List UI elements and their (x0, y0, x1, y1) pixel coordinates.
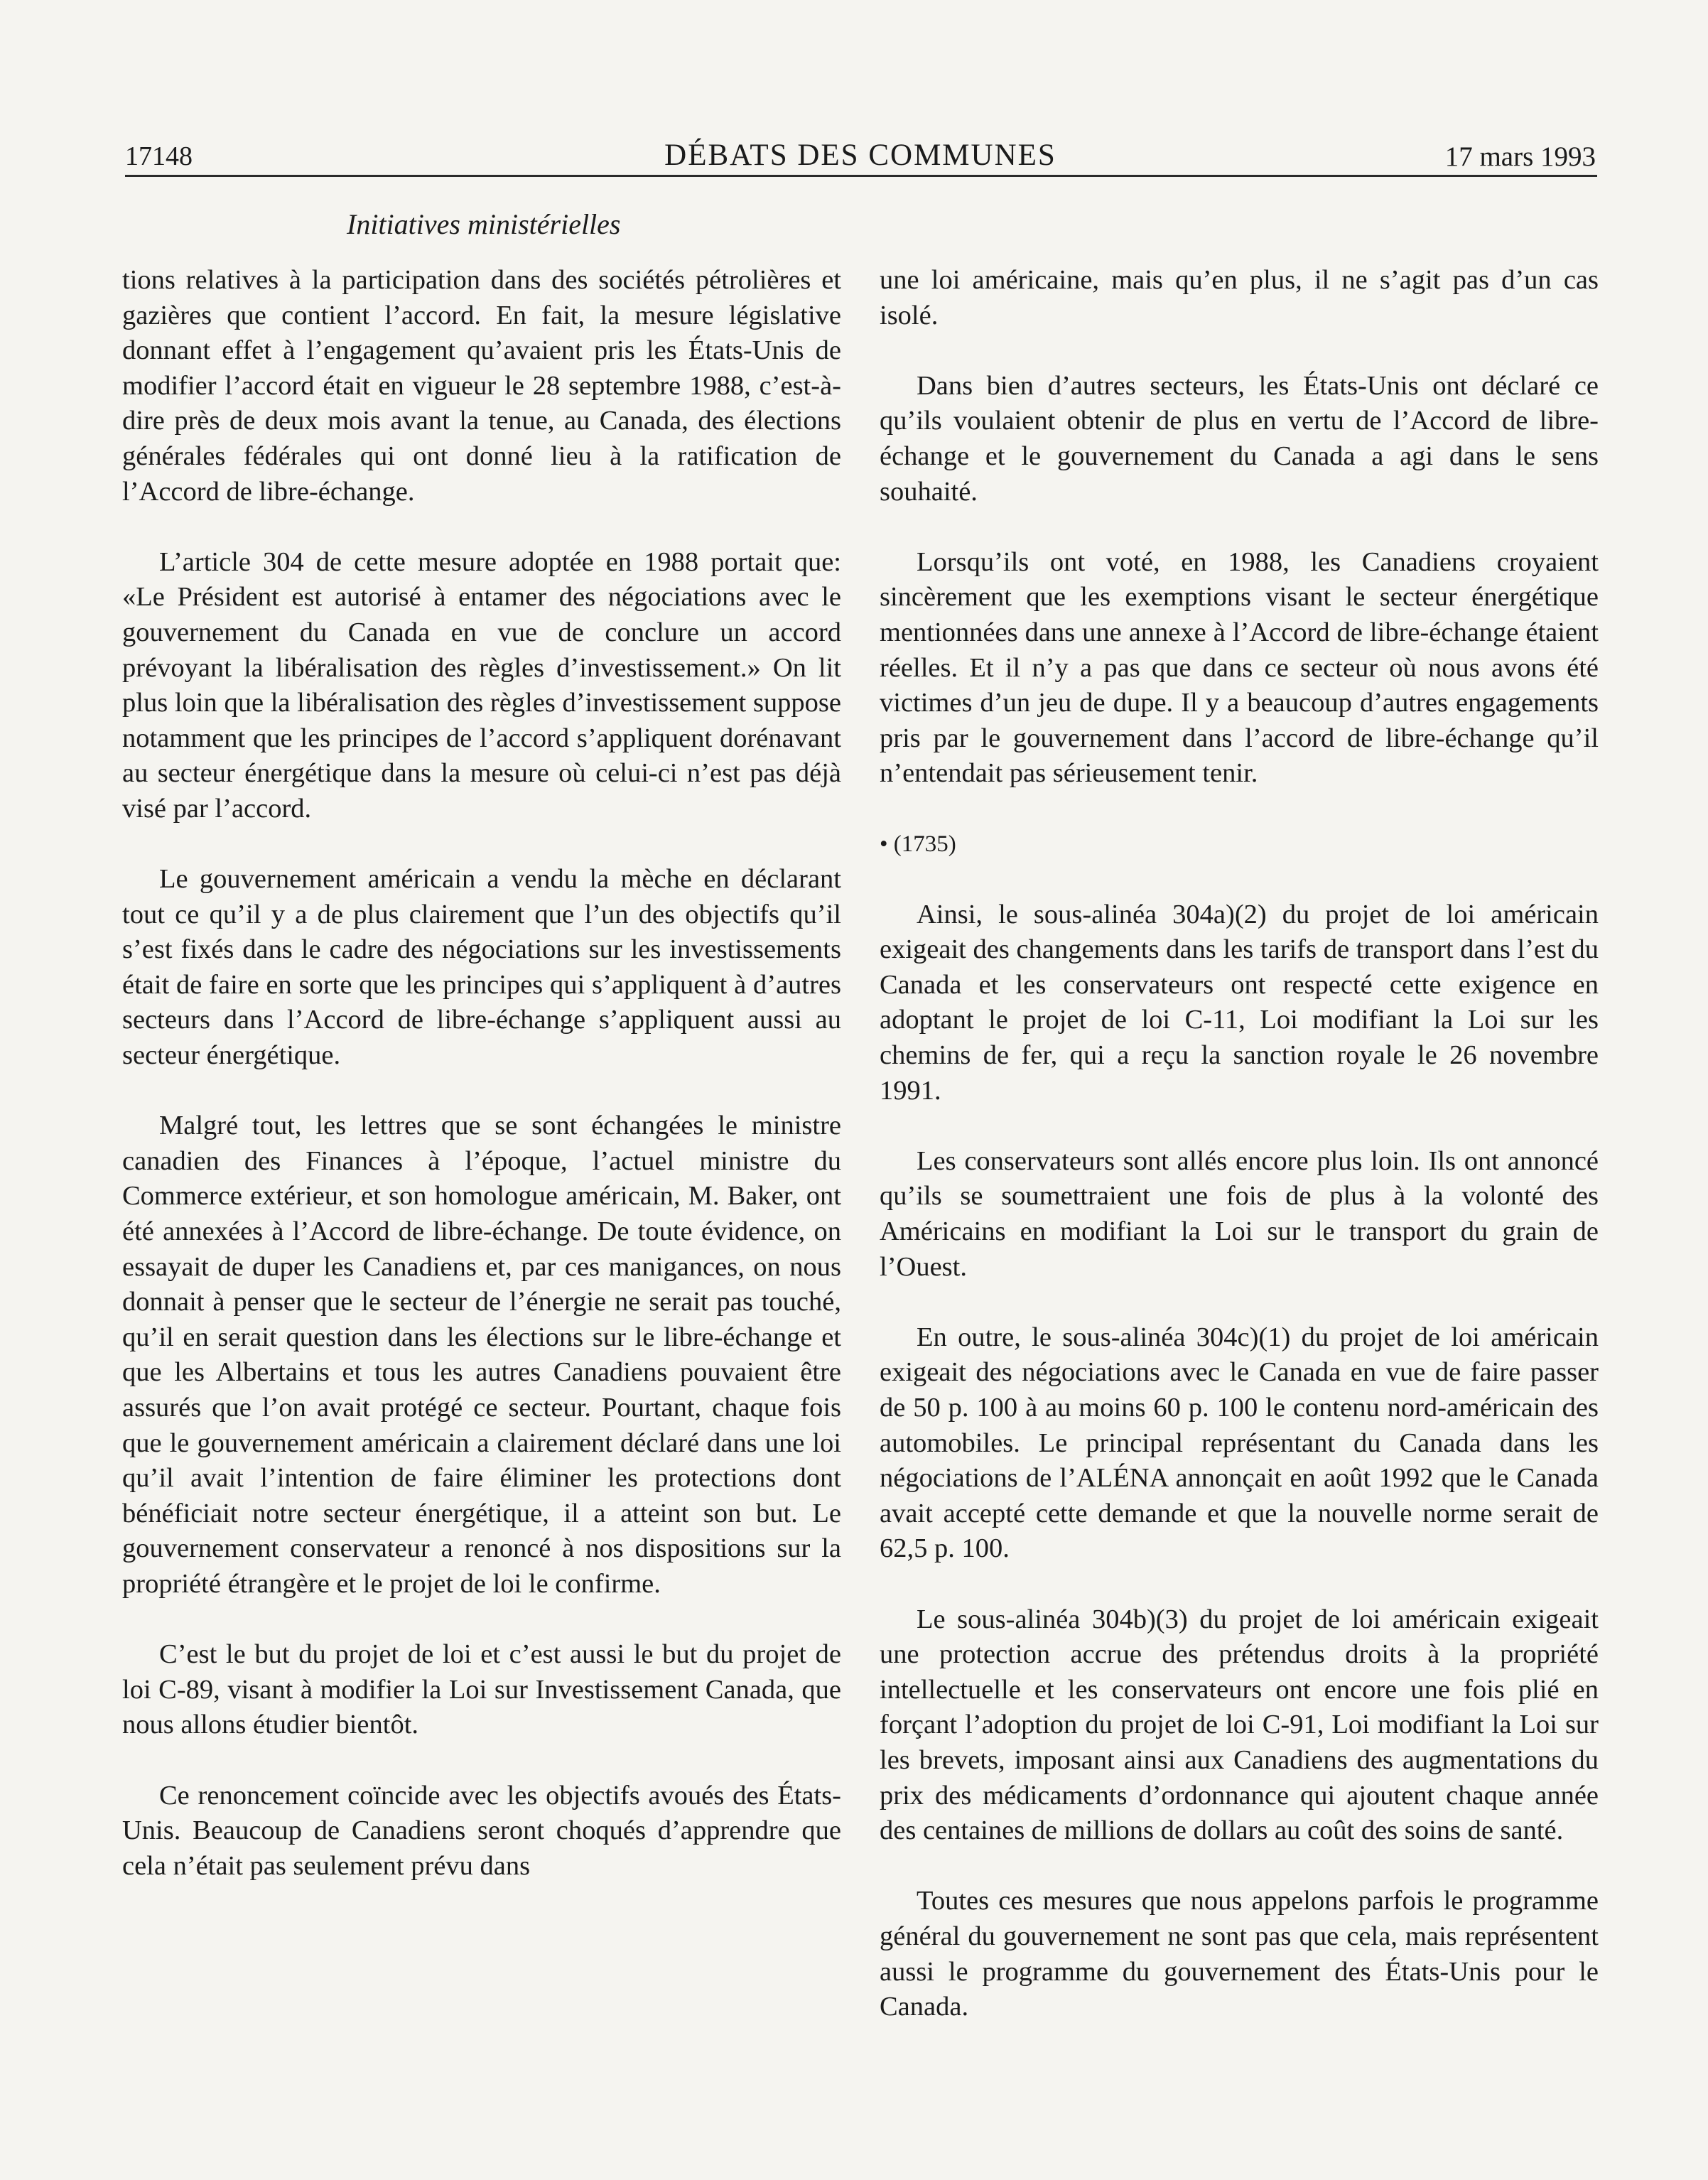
time-marker: • (1735) (880, 831, 956, 857)
paragraph: Ainsi, le sous-alinéa 304a)(2) du projet de loi américain exigeait des changements dans les tarifs de transport dans l’est du Canada et les conservateurs ont respecté cette exigence en adoptant le projet de loi C-11, Loi modifiant la Loi sur les chemins de fer, qui a reçu la sanction royale le 26 novembre 1991. (880, 899, 1599, 1106)
publication-date: 17 mars 1993 (1444, 141, 1596, 172)
paragraph: Malgré tout, les lettres que se sont échangées le ministre canadien des Finances à l’époque, l’actuel ministre du Commerce extérieur, et son homologue américain, M. Baker, ont été annexées à l’Accord de libre-échange. De toute évidence, on essayait de duper les Canadiens et, par ces manigances, on nous donnait à penser que le secteur de l’énergie ne serait pas touché, qu’il en serait question dans les élections sur le libre-échange et que les Albertains et tous les autres Canadiens pouvaient être assurés que l’on avait protégé ce secteur. Pourtant, chaque fois que le gouvernement américain a clairement déclaré dans une loi qu’il avait l’intention de faire éliminer les protections dont bénéficiait notre secteur énergétique, il a atteint son but. Le gouvernement conservateur a renoncé à nos dispositions sur la propriété étrangère et le projet de loi le confirme. (122, 1111, 841, 1599)
paragraph: Lorsqu’ils ont voté, en 1988, les Canadiens croyaient sincèrement que les exemptions visant le secteur énergétique mentionnées dans une annexe à l’Accord de libre-échange étaient réelles. Et il n’y a pas que dans ce secteur où nous avons été victimes d’un jeu de dupe. Il y a beaucoup d’autres engagements pris par le gouvernement dans l’accord de libre-échange qu’il n’entendait pas sérieusement tenir. (880, 546, 1599, 789)
paragraph: une loi américaine, mais qu’en plus, il ne s’agit pas d’un cas isolé. (880, 265, 1599, 330)
paragraph: Les conservateurs sont allés encore plus loin. Ils ont annoncé qu’ils se soumettraient une fois de plus à la volonté des Américains en modifiant la Loi sur le transport du grain de l’Ouest. (880, 1145, 1599, 1282)
paragraph: C’est le but du projet de loi et c’est aussi le but du projet de loi C-89, visant à modifier la Loi sur Investissement Canada, que nous allons étudier bientôt. (122, 1639, 841, 1740)
left-column (122, 263, 841, 1919)
section-title: Initiatives ministérielles (347, 208, 621, 240)
page-number: 17148 (125, 141, 193, 171)
publication-title: DÉBATS DES COMMUNES (664, 139, 1056, 172)
page-header (125, 138, 1596, 180)
paragraph: Dans bien d’autres secteurs, les États-Unis ont déclaré ce qu’ils voulaient obtenir de plus en vertu de l’Accord de libre-échange et le gouvernement du Canada a agi dans le sens souhaité. (880, 370, 1599, 507)
paragraph: En outre, le sous-alinéa 304c)(1) du projet de loi américain exigeait des négociations avec le Canada en vue de faire passer de 50 p. 100 à au moins 60 p. 100 le contenu nord-américain des automobiles. Le principal représentant du Canada dans les négociations de l’ALÉNA annonçait en août 1992 que le Canada avait accepté cette demande et que la nouvelle norme serait de 62,5 p. 100. (880, 1322, 1599, 1564)
paragraph: Toutes ces mesures que nous appelons parfois le programme général du gouvernement ne sont pas que cela, mais représentent aussi le programme du gouvernement des États-Unis pour le Canada. (880, 1886, 1599, 2022)
paragraph: Le sous-alinéa 304b)(3) du projet de loi américain exigeait une protection accrue des prétendus droits à la propriété intellectuelle et les conservateurs ont encore une fois plié en forçant l’adoption du projet de loi C-91, Loi modifiant la Loi sur les brevets, imposant ainsi aux Canadiens des augmentations du prix des médicaments d’ordonnance qui ajoutent chaque année des centaines de millions de dollars au coût des soins de santé. (880, 1604, 1599, 1846)
paragraph: tions relatives à la participation dans des sociétés pétrolières et gazières que contient l’accord. En fait, la mesure législative donnant effet à l’engagement qu’avaient pris les États-Unis de modifier l’accord était en vigueur le 28 septembre 1988, c’est-à-dire près de deux mois avant la tenue, au Canada, des élections générales fédérales qui ont donné lieu à la ratification de l’Accord de libre-échange. (122, 265, 841, 507)
paragraph: Le gouvernement américain a vendu la mèche en déclarant tout ce qu’il y a de plus clairement que l’un des objectifs qu’il s’est fixés dans le cadre des négociations sur les investissements était de faire en sorte que les principes qui s’appliquent à d’autres secteurs dans l’Accord de libre-échange s’appliquent aussi au secteur énergétique. (122, 864, 841, 1071)
paragraph: L’article 304 de cette mesure adoptée en 1988 portait que: «Le Président est autorisé à entamer des négociations avec le gouvernement du Canada en vue de conclure un accord prévoyant la libéralisation des règles d’investissement.» On lit plus loin que la libéralisation des règles d’investissement suppose notamment que les principes de l’accord s’appliquent dorénavant au secteur énergétique dans la mesure où celui-ci n’est pas déjà visé par l’accord. (122, 546, 841, 824)
header-rule (125, 175, 1597, 177)
paragraph: Ce renoncement coïncide avec les objectifs avoués des États-Unis. Beaucoup de Canadiens seront choqués d’apprendre que cela n’était pas seulement prévu dans (122, 1780, 841, 1881)
right-column (880, 263, 1599, 2060)
